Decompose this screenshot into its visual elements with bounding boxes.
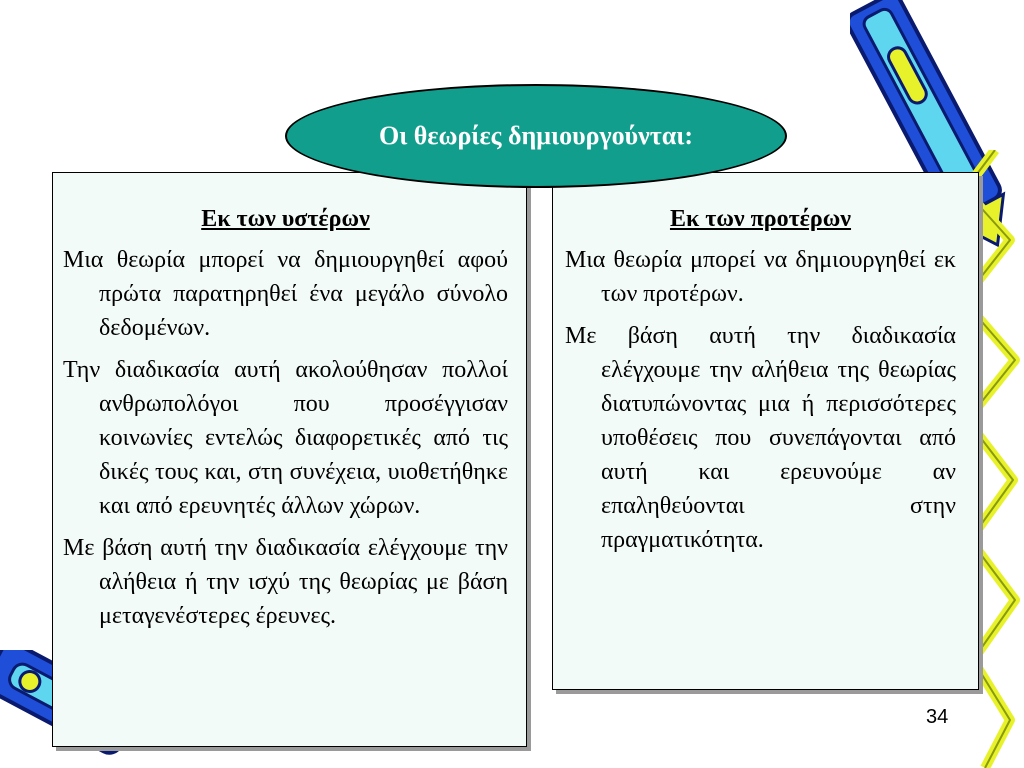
right-content-box [552, 172, 979, 690]
left-content-box [52, 172, 527, 747]
left-box-paragraph-1: Μια θεωρία μπορεί να δημιουργηθεί αφού πρώτα παρατηρηθεί ένα μεγάλο σύνολο δεδομένων. [63, 247, 508, 341]
title-ellipse [285, 84, 787, 188]
right-box-paragraph-1: Μια θεωρία μπορεί να δημιουργηθεί εκ των προτέρων. [565, 247, 956, 307]
left-box-heading: Εκ των υστέρων [201, 206, 370, 232]
left-box-paragraph-3: Με βάση αυτή την διαδικασία ελέγχουμε την αλήθεια ή την ισχύ της θεωρίας με βάση μεταγενέστερες έρευνες. [63, 535, 508, 629]
page-number: 34 [926, 706, 949, 728]
right-box-heading: Εκ των προτέρων [669, 206, 852, 232]
right-box-paragraph-2: Με βάση αυτή την διαδικασία ελέγχουμε την αλήθεια της θεωρίας διατυπώνοντας μια ή περισσότερες υποθέσεις που συνεπάγονται από αυτή και ερευνούμε αν επαληθεύονται στην πραγματικότητα. [565, 323, 956, 553]
left-box-paragraph-2: Την διαδικασία αυτή ακολούθησαν πολλοί ανθρωπολόγοι που προσέγγισαν κοινωνίες εντελώς διαφορετικές από τις δικές τους και, στη συνέχεια, υιοθετήθηκε και από ερευνητές άλλων χώρων. [63, 357, 508, 519]
slide-title: Οι θεωρίες δημιουργούνται: [379, 121, 693, 150]
